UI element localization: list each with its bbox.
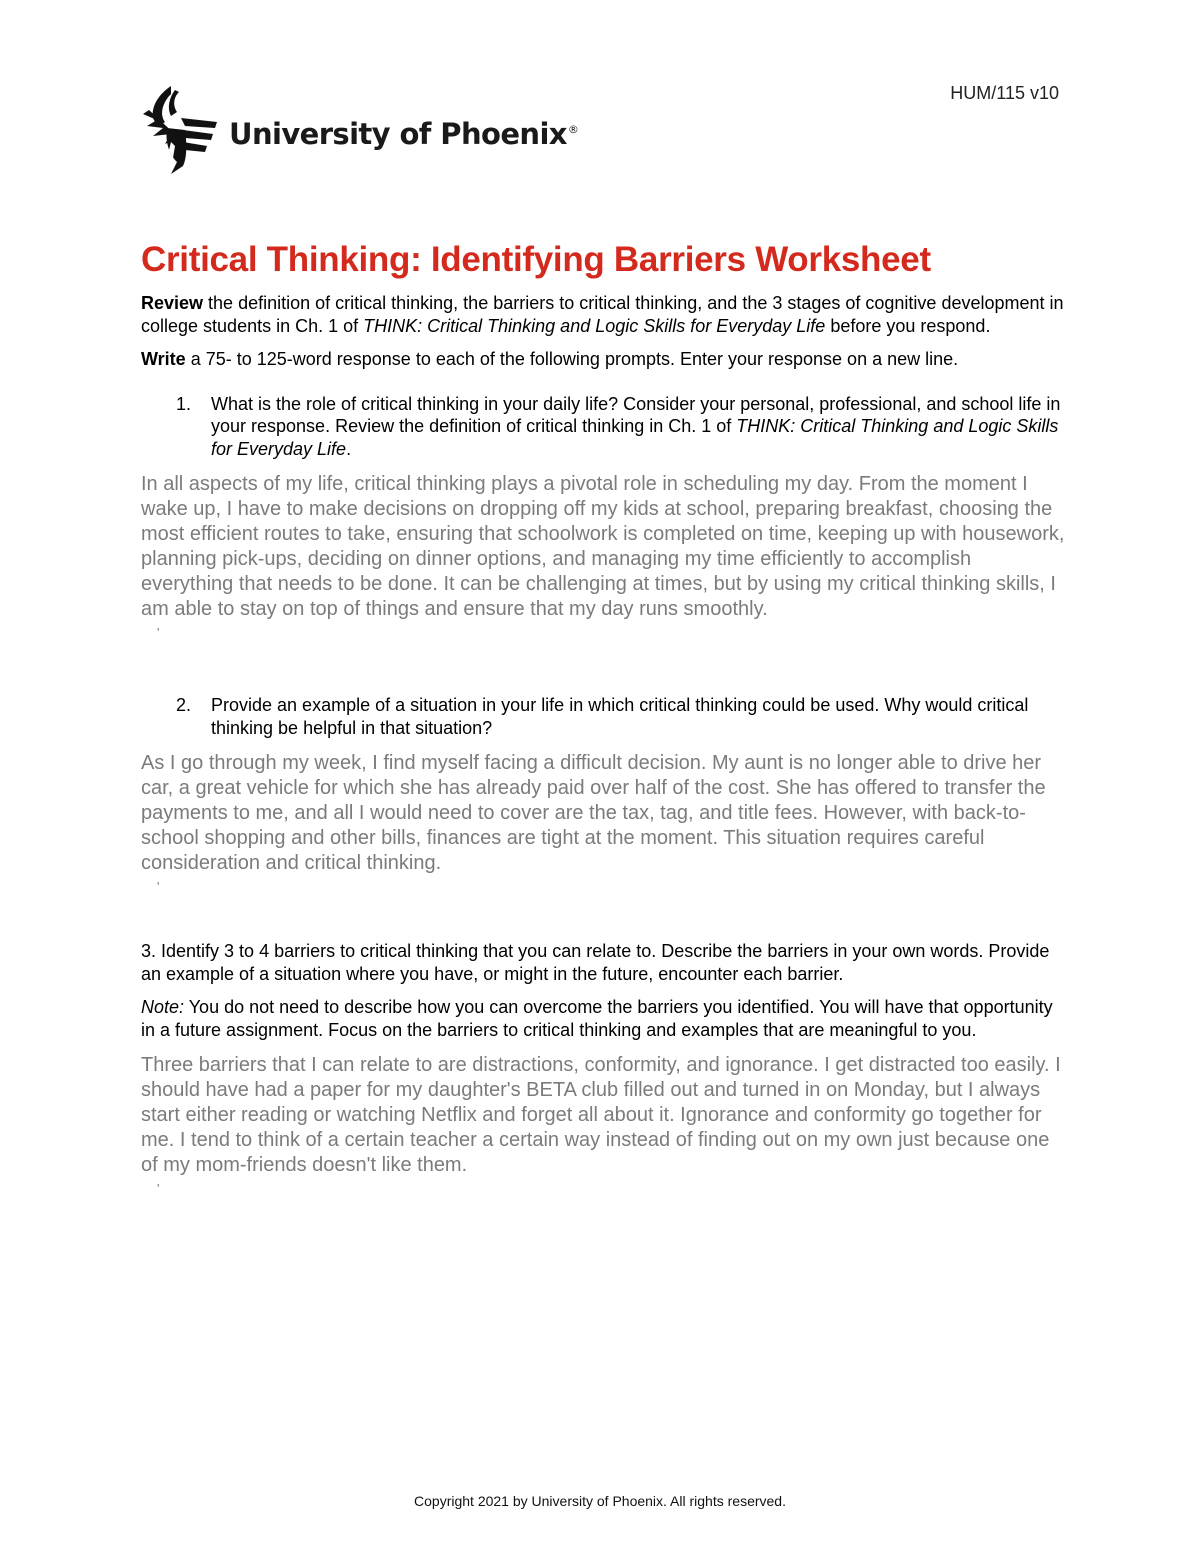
answer-2[interactable]: As I go through my week, I find myself facing a difficult decision. My aunt is no longer able to drive her car, a great vehicle for which she has already paid over half of the cost. She has offered to transfer the payments to me, and all I would need to cover are the tax, tag, and title fees. However, with back-to-school shopping and other bills, finances are tight at the moment. This situation requires careful consideration and critical thinking. xyxy=(141,752,1046,874)
university-logo xyxy=(141,84,578,176)
tick-mark: ' xyxy=(157,879,160,894)
page-title: Critical Thinking: Identifying Barriers Worksheet xyxy=(141,240,931,279)
question-text: What is the role of critical thinking in your daily life? Consider your personal, professional, and school life in your response. Review the definition of critical thinking in Ch. 1 of THINK: Critical Thinking and Logic Skills for Everyday Life. xyxy=(211,393,1061,459)
course-code: HUM/115 v10 xyxy=(950,83,1059,103)
write-instruction: Write a 75- to 125-word response to each of the following prompts. Enter your response on a new line. xyxy=(141,349,959,369)
copyright-footer: Copyright 2021 by University of Phoenix. All rights reserved. xyxy=(414,1493,786,1509)
write-lead: Write xyxy=(141,349,186,369)
question-number: 1. xyxy=(176,393,192,414)
phoenix-bird-icon xyxy=(141,84,219,176)
logo-wordmark: University of Phoenix® xyxy=(229,117,579,151)
registered-mark: ® xyxy=(567,123,579,137)
review-instruction: Review the definition of critical thinking, the barriers to critical thinking, and the 3 stages of cognitive development in college students in Ch. 1 of THINK: Critical Thinking and Logic Skills for Everyday Life before you respond. xyxy=(141,293,1064,336)
tick-mark: ' xyxy=(157,625,160,640)
worksheet-content xyxy=(141,238,1066,1198)
book-title: THINK: Critical Thinking and Logic Skills for Everyday Life xyxy=(363,315,826,336)
question-1 xyxy=(176,393,1066,461)
question-2 xyxy=(176,694,1066,739)
question-number: 2. xyxy=(176,695,192,715)
book-title: THINK: Critical Thinking and Logic Skills for Everyday Life xyxy=(211,416,1059,459)
review-lead: Review xyxy=(141,293,204,313)
answer-3[interactable]: Three barriers that I can relate to are distractions, conformity, and ignorance. I get distracted too easily. I should have had a paper for my daughter's BETA club filled out and turned in on Monday, but I always start either reading or watching Netflix and forget all about it. Ignorance and conformity go together for me. I tend to think of a certain teacher a certain way instead of finding out on my own just because one of my mom-friends doesn't like them. xyxy=(141,1054,1061,1176)
question-3-note: Note: You do not need to describe how you can overcome the barriers you identified. You will have that opportunity in a future assignment. Focus on the barriers to critical thinking and examples that are meaningful to you. xyxy=(141,997,1053,1040)
note-lead: Note: xyxy=(141,997,185,1017)
question-3: 3. Identify 3 to 4 barriers to critical thinking that you can relate to. Describe the barriers in your own words. Provide an example of a situation where you have, or might in the future, encounter each barrier. xyxy=(141,941,1050,984)
question-text: Provide an example of a situation in your life in which critical thinking could be used. Why would critical thinking be helpful in that situation? xyxy=(211,695,1029,738)
answer-1[interactable]: In all aspects of my life, critical thinking plays a pivotal role in scheduling my day. From the moment I wake up, I have to make decisions on dropping off my kids at school, preparing breakfast, choosing the most efficient routes to take, ensuring that schoolwork is completed on time, keeping up with housework, planning pick-ups, deciding on dinner options, and managing my time efficiently to accomplish everything that needs to be done. It can be challenging at times, but by using my critical thinking skills, I am able to stay on top of things and ensure that my day runs smoothly. xyxy=(141,473,1065,620)
tick-mark: ' xyxy=(157,1181,160,1196)
